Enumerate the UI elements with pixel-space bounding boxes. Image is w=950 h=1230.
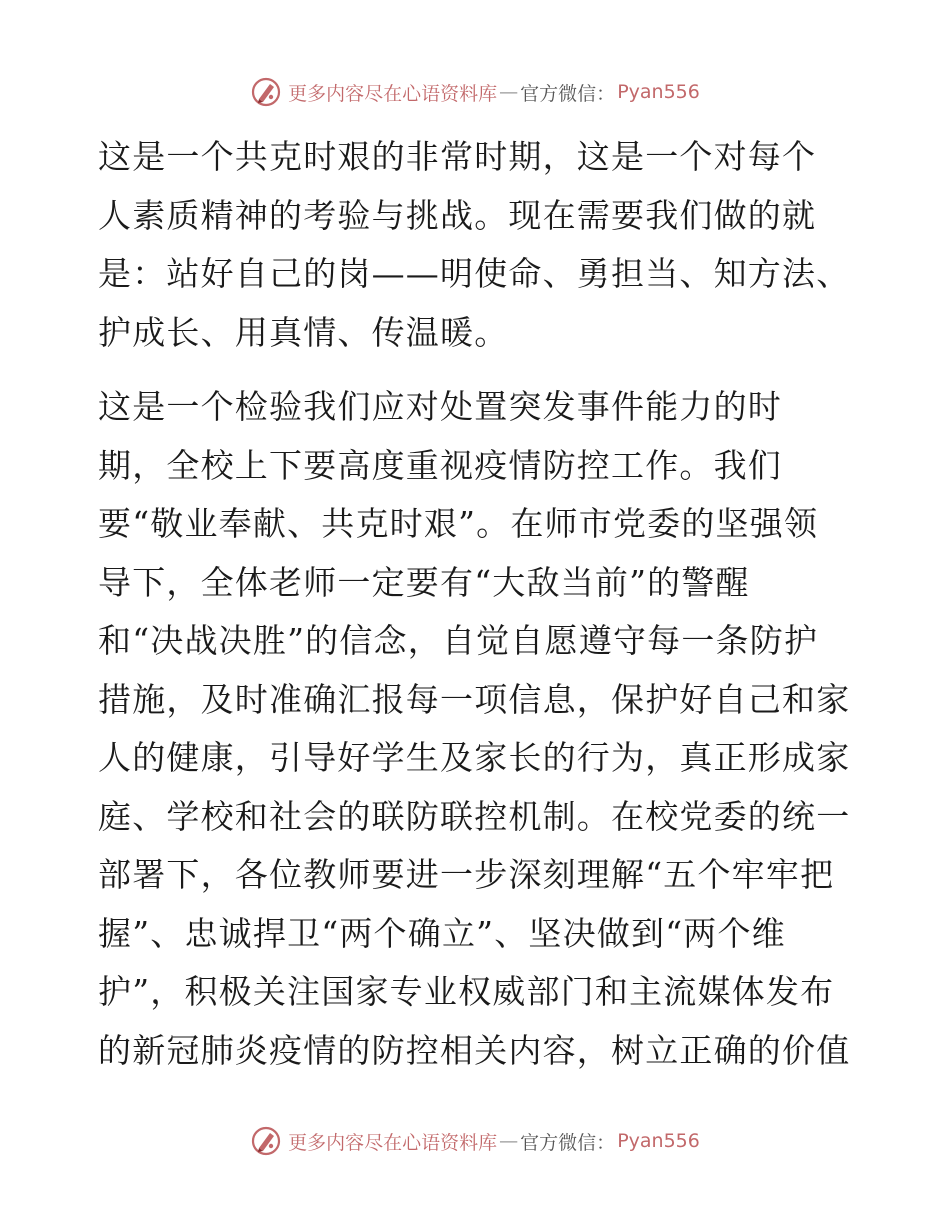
text-line: 护”，积极关注国家专业权威部门和主流媒体发布 xyxy=(98,972,835,1011)
text-line: 和“决战决胜”的信念，自觉自愿遵守每一条防护 xyxy=(98,621,819,660)
text-line: 导下，全体老师一定要有“大敌当前”的警醒 xyxy=(98,562,750,602)
pen-logo-icon xyxy=(250,76,282,108)
text-line: 部署下，各位教师要进一步深刻理解“五个牢牢把 xyxy=(98,855,835,894)
text-line: 措施，及时准确汇报每一项信息，保护好自己和家 xyxy=(98,679,851,719)
document-body xyxy=(98,128,854,1080)
footer-wechat-id: Pyan556 xyxy=(617,1130,700,1152)
header-wechat-id: Pyan556 xyxy=(617,81,700,103)
header-wechat-label: 官方微信： xyxy=(520,82,616,105)
text-line: 这是一个共克时艰的非常时期，这是一个对每个 xyxy=(98,137,817,176)
text-line: 是：站好自己的岗——明使命、勇担当、知方法、 xyxy=(98,254,851,293)
text-line: 人的健康，引导好学生及家长的行为，真正形成家 xyxy=(98,738,851,777)
text-line: 庭、学校和社会的联防联控机制。在校党委的统一 xyxy=(98,796,851,836)
header-separator: — xyxy=(499,81,519,103)
pen-logo-icon xyxy=(250,1125,282,1157)
text-line: 要“敬业奉献、共克时艰”。在师市党委的坚强领 xyxy=(98,504,819,543)
text-line: 护成长、用真情、传温暖。 xyxy=(98,312,509,352)
footer-site-title: 更多内容尽在心语资料库 xyxy=(288,1131,498,1154)
text-line: 这是一个检验我们应对处置突发事件能力的时 xyxy=(98,387,782,426)
header-site-title: 更多内容尽在心语资料库 xyxy=(288,82,498,105)
paragraph-2 xyxy=(98,378,854,1080)
text-line: 人素质精神的考验与挑战。现在需要我们做的就 xyxy=(98,195,817,235)
footer-banner xyxy=(0,1121,950,1161)
footer-separator: — xyxy=(499,1130,519,1152)
paragraph-1 xyxy=(98,128,854,362)
footer-wechat-label: 官方微信： xyxy=(520,1131,616,1154)
text-line: 期，全校上下要高度重视疫情防控工作。我们 xyxy=(98,445,782,485)
text-line: 握”、忠诚捍卫“两个确立”、坚决做到“两个维 xyxy=(98,913,786,953)
text-line: 的新冠肺炎疫情的防控相关内容，树立正确的价值 xyxy=(98,1030,851,1070)
header-banner xyxy=(0,72,950,112)
